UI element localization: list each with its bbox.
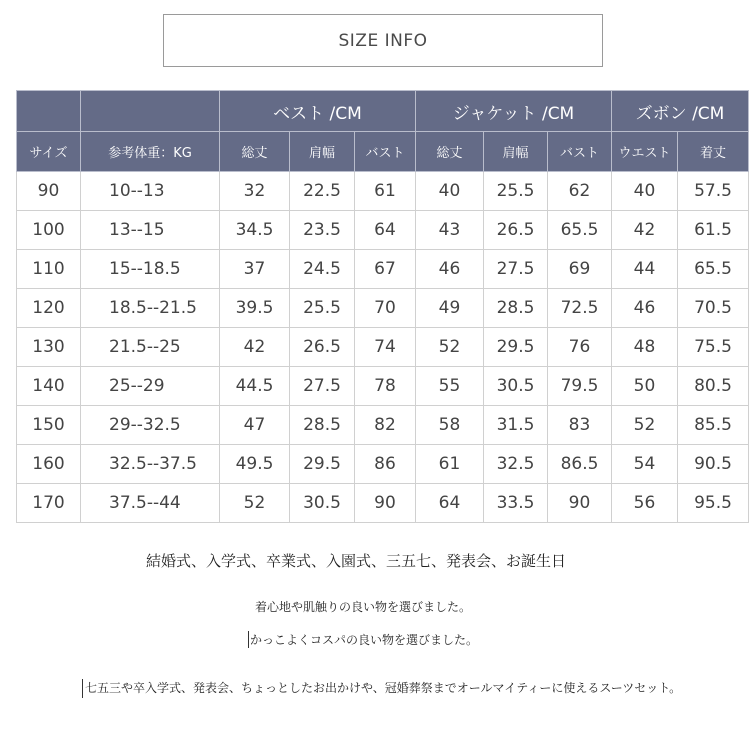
comfort-caption: 着心地や肌触りの良い物を選びました。 [255,600,472,614]
measure-cell: 58 [416,406,484,445]
measure-cell: 72.5 [548,289,612,328]
sub-header-cell: 参考体重：KG [81,132,220,172]
measure-cell: 30.5 [484,367,548,406]
weight-cell: 18.5--21.5 [81,289,220,328]
size-info-title: SIZE INFO [163,14,603,67]
measure-cell: 49 [416,289,484,328]
measure-cell: 47 [220,406,290,445]
measure-cell: 90.5 [678,445,749,484]
measure-cell: 61.5 [678,211,749,250]
sub-header-cell: ウエスト [612,132,678,172]
measure-cell: 29.5 [290,445,355,484]
size-cell: 150 [17,406,81,445]
measure-cell: 25.5 [484,172,548,211]
measure-cell: 37 [220,250,290,289]
measure-cell: 85.5 [678,406,749,445]
measure-cell: 82 [355,406,416,445]
measure-cell: 24.5 [290,250,355,289]
measure-cell: 64 [416,484,484,523]
size-cell: 170 [17,484,81,523]
table-row [17,445,749,484]
usage-caption: 七五三や卒入学式、発表会、ちょっとしたお出かけや、冠婚葬祭までオールマイティーに使えるスーツセット。 [82,679,685,698]
group-header-jacket: ジャケット /CM [416,91,612,132]
table-row [17,484,749,523]
measure-cell: 50 [612,367,678,406]
measure-cell: 27.5 [484,250,548,289]
measure-cell: 52 [612,406,678,445]
measure-cell: 44 [612,250,678,289]
measure-cell: 61 [355,172,416,211]
measure-cell: 56 [612,484,678,523]
table-row [17,406,749,445]
weight-cell: 25--29 [81,367,220,406]
size-cell: 100 [17,211,81,250]
weight-cell: 13--15 [81,211,220,250]
measure-cell: 42 [612,211,678,250]
measure-cell: 27.5 [290,367,355,406]
measure-cell: 26.5 [484,211,548,250]
measure-cell: 39.5 [220,289,290,328]
sub-header-cell: 総丈 [416,132,484,172]
weight-cell: 21.5--25 [81,328,220,367]
sub-header-cell: 肩幅 [484,132,548,172]
measure-cell: 34.5 [220,211,290,250]
measure-cell: 61 [416,445,484,484]
measure-cell: 74 [355,328,416,367]
measure-cell: 90 [355,484,416,523]
measure-cell: 75.5 [678,328,749,367]
measure-cell: 80.5 [678,367,749,406]
table-row [17,328,749,367]
table-row [17,250,749,289]
measure-cell: 86 [355,445,416,484]
measure-cell: 57.5 [678,172,749,211]
size-cell: 140 [17,367,81,406]
measure-cell: 32.5 [484,445,548,484]
group-header-pants: ズボン /CM [612,91,749,132]
table-row [17,211,749,250]
group-header-size [17,91,81,132]
weight-cell: 32.5--37.5 [81,445,220,484]
measure-cell: 90 [548,484,612,523]
measure-cell: 65.5 [678,250,749,289]
measure-cell: 83 [548,406,612,445]
size-cell: 120 [17,289,81,328]
measure-cell: 32 [220,172,290,211]
measure-cell: 69 [548,250,612,289]
measure-cell: 23.5 [290,211,355,250]
measure-cell: 49.5 [220,445,290,484]
measure-cell: 55 [416,367,484,406]
measure-cell: 29.5 [484,328,548,367]
measure-cell: 54 [612,445,678,484]
table-body [17,172,749,523]
measure-cell: 46 [612,289,678,328]
measure-cell: 62 [548,172,612,211]
measure-cell: 95.5 [678,484,749,523]
measure-cell: 26.5 [290,328,355,367]
measure-cell: 33.5 [484,484,548,523]
sub-header-cell: 総丈 [220,132,290,172]
measure-cell: 86.5 [548,445,612,484]
measure-cell: 78 [355,367,416,406]
measure-cell: 76 [548,328,612,367]
measure-cell: 40 [416,172,484,211]
measure-cell: 64 [355,211,416,250]
measure-cell: 70.5 [678,289,749,328]
sub-header-cell: 肩幅 [290,132,355,172]
measure-cell: 46 [416,250,484,289]
size-cell: 160 [17,445,81,484]
measure-cell: 31.5 [484,406,548,445]
measure-cell: 22.5 [290,172,355,211]
measure-cell: 25.5 [290,289,355,328]
sub-header-cell: バスト [355,132,416,172]
measure-cell: 52 [220,484,290,523]
measure-cell: 48 [612,328,678,367]
weight-cell: 15--18.5 [81,250,220,289]
table-row [17,367,749,406]
measure-cell: 43 [416,211,484,250]
weight-cell: 29--32.5 [81,406,220,445]
measure-cell: 65.5 [548,211,612,250]
measure-cell: 44.5 [220,367,290,406]
measure-cell: 40 [612,172,678,211]
measure-cell: 67 [355,250,416,289]
table-row [17,289,749,328]
group-header-row [17,91,749,132]
table-row [17,172,749,211]
occasions-caption: 結婚式、入学式、卒業式、入園式、三五七、発表会、お誕生日 [146,552,567,570]
sub-header-cell: サイズ [17,132,81,172]
sub-header-row [17,132,749,172]
size-cell: 90 [17,172,81,211]
sub-header-cell: バスト [548,132,612,172]
size-cell: 110 [17,250,81,289]
weight-cell: 37.5--44 [81,484,220,523]
weight-cell: 10--13 [81,172,220,211]
measure-cell: 79.5 [548,367,612,406]
group-header-vest: ベスト /CM [220,91,416,132]
value-caption: かっこよくコスパの良い物を選びました。 [250,633,479,647]
size-cell: 130 [17,328,81,367]
measure-cell: 30.5 [290,484,355,523]
measure-cell: 52 [416,328,484,367]
sub-header-cell: 着丈 [678,132,749,172]
measure-cell: 70 [355,289,416,328]
group-header-weight [81,91,220,132]
measure-cell: 42 [220,328,290,367]
size-table [16,90,749,523]
measure-cell: 28.5 [484,289,548,328]
measure-cell: 28.5 [290,406,355,445]
